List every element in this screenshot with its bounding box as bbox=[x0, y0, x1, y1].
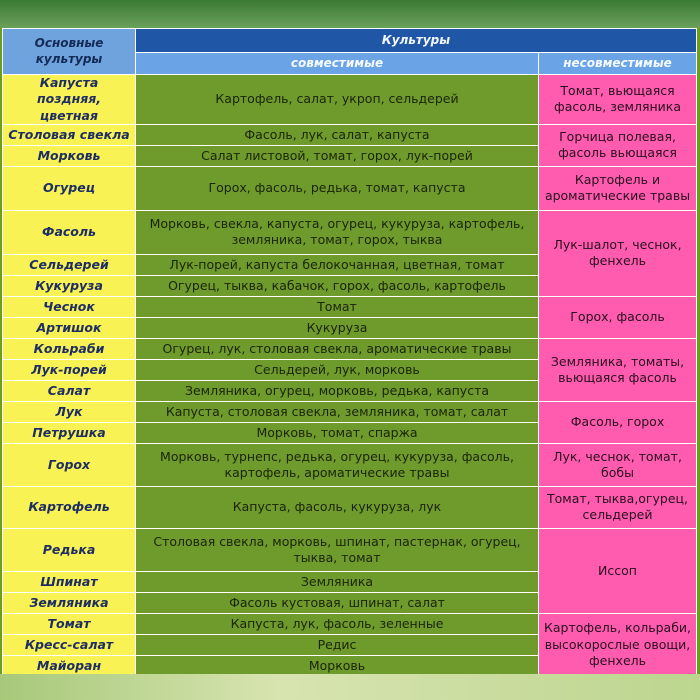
compatible-cell: Лук-порей, капуста белокочанная, цветная, томат bbox=[136, 254, 539, 275]
compatible-cell: Морковь, турнепс, редька, огурец, кукуруза, фасоль, картофель, ароматические травы bbox=[136, 443, 539, 486]
crop-compatibility-table bbox=[2, 28, 697, 677]
compatible-cell: Столовая свекла, морковь, шпинат, пастернак, огурец, тыква, томат bbox=[136, 528, 539, 571]
compatible-cell: Томат bbox=[136, 296, 539, 317]
compatible-cell: Сельдерей, лук, морковь bbox=[136, 359, 539, 380]
incompatible-cell: Томат, вьющаяся фасоль, земляника bbox=[539, 75, 697, 125]
crop-name: Салат bbox=[3, 380, 136, 401]
header-cultures: Культуры bbox=[136, 29, 697, 53]
crop-name: Капуста поздняя, цветная bbox=[3, 75, 136, 125]
incompatible-cell: Лук, чеснок, томат, бобы bbox=[539, 443, 697, 486]
incompatible-cell: Иссоп bbox=[539, 528, 697, 613]
compatible-cell: Огурец, тыква, кабачок, горох, фасоль, картофель bbox=[136, 275, 539, 296]
incompatible-cell: Картофель и ароматические травы bbox=[539, 166, 697, 210]
crop-name: Огурец bbox=[3, 166, 136, 210]
compatible-cell: Картофель, салат, укроп, сельдерей bbox=[136, 75, 539, 125]
crop-name: Майоран bbox=[3, 655, 136, 676]
compatible-cell: Салат листовой, томат, горох, лук-порей bbox=[136, 145, 539, 166]
crop-name: Земляника bbox=[3, 592, 136, 613]
compatible-cell: Горох, фасоль, редька, томат, капуста bbox=[136, 166, 539, 210]
compatible-cell: Морковь, томат, спаржа bbox=[136, 422, 539, 443]
top-band bbox=[0, 0, 700, 28]
compatible-cell: Капуста, фасоль, кукуруза, лук bbox=[136, 486, 539, 528]
incompatible-cell: Лук-шалот, чеснок, фенхель bbox=[539, 210, 697, 296]
crop-name: Чеснок bbox=[3, 296, 136, 317]
compatible-cell: Огурец, лук, столовая свекла, ароматические травы bbox=[136, 338, 539, 359]
bottom-band bbox=[0, 674, 700, 700]
compatible-cell: Фасоль, лук, салат, капуста bbox=[136, 124, 539, 145]
crop-name: Артишок bbox=[3, 317, 136, 338]
crop-name: Горох bbox=[3, 443, 136, 486]
crop-name: Кольраби bbox=[3, 338, 136, 359]
crop-name: Картофель bbox=[3, 486, 136, 528]
compatible-cell: Капуста, лук, фасоль, зеленные bbox=[136, 613, 539, 634]
compatible-cell: Кукуруза bbox=[136, 317, 539, 338]
header-main-crops: Основные культуры bbox=[3, 29, 136, 75]
crop-name: Шпинат bbox=[3, 571, 136, 592]
crop-name: Томат bbox=[3, 613, 136, 634]
compatible-cell: Морковь, свекла, капуста, огурец, кукуруза, картофель, земляника, томат, горох, тыква bbox=[136, 210, 539, 254]
compatible-cell: Земляника, огурец, морковь, редька, капуста bbox=[136, 380, 539, 401]
compatible-cell: Редис bbox=[136, 634, 539, 655]
incompatible-cell: Земляника, томаты, вьющаяся фасоль bbox=[539, 338, 697, 401]
incompatible-cell: Томат, тыква,огурец, сельдерей bbox=[539, 486, 697, 528]
crop-name: Сельдерей bbox=[3, 254, 136, 275]
crop-name: Столовая свекла bbox=[3, 124, 136, 145]
incompatible-cell: Картофель, кольраби, высокорослые овощи, фенхель bbox=[539, 613, 697, 676]
crop-name: Кукуруза bbox=[3, 275, 136, 296]
incompatible-cell: Фасоль, горох bbox=[539, 401, 697, 443]
compatible-cell: Фасоль кустовая, шпинат, салат bbox=[136, 592, 539, 613]
crop-name: Редька bbox=[3, 528, 136, 571]
crop-name: Лук-порей bbox=[3, 359, 136, 380]
crop-name: Фасоль bbox=[3, 210, 136, 254]
header-compatible: совместимые bbox=[136, 53, 539, 75]
compatible-cell: Земляника bbox=[136, 571, 539, 592]
incompatible-cell: Горох, фасоль bbox=[539, 296, 697, 338]
header-incompatible: несовместимые bbox=[539, 53, 697, 75]
incompatible-cell: Горчица полевая, фасоль вьющаяся bbox=[539, 124, 697, 166]
crop-name: Петрушка bbox=[3, 422, 136, 443]
compatible-cell: Капуста, столовая свекла, земляника, томат, салат bbox=[136, 401, 539, 422]
crop-name: Кресс-салат bbox=[3, 634, 136, 655]
compatible-cell: Морковь bbox=[136, 655, 539, 676]
crop-name: Морковь bbox=[3, 145, 136, 166]
crop-name: Лук bbox=[3, 401, 136, 422]
